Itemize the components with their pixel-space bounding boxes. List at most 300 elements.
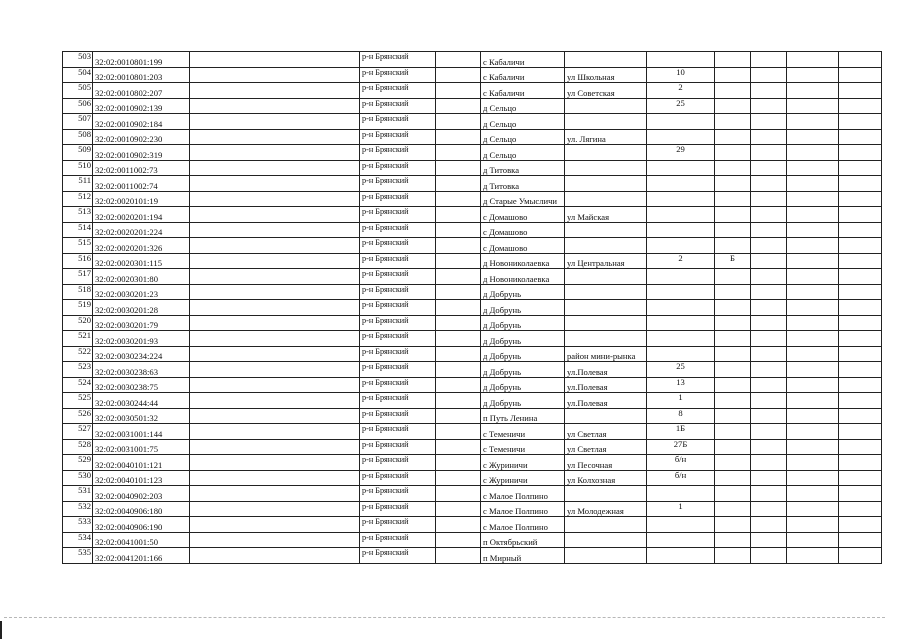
house-letter	[715, 238, 751, 254]
empty-cell	[787, 222, 839, 238]
cadastral-number: 32:02:0010802:207	[93, 83, 190, 99]
empty-cell	[751, 331, 787, 347]
house-number	[647, 284, 715, 300]
cadastral-number: 32:02:0020301:80	[93, 269, 190, 285]
row-number: 514	[63, 222, 93, 238]
empty-cell	[190, 517, 360, 533]
settlement: д Добрунь	[481, 362, 565, 378]
table-row	[63, 67, 882, 83]
settlement: д Добрунь	[481, 393, 565, 409]
house-letter	[715, 315, 751, 331]
cadastral-register-table	[62, 51, 882, 564]
empty-cell	[787, 129, 839, 145]
street	[565, 408, 647, 424]
cadastral-number: 32:02:0030238:63	[93, 362, 190, 378]
house-number	[647, 486, 715, 502]
house-number	[647, 191, 715, 207]
empty-cell	[839, 548, 882, 564]
empty-cell	[839, 145, 882, 161]
table-row	[63, 439, 882, 455]
district: р-н Брянский	[360, 176, 436, 192]
empty-cell	[751, 160, 787, 176]
empty-cell	[190, 470, 360, 486]
empty-cell	[787, 455, 839, 471]
row-number: 520	[63, 315, 93, 331]
house-number	[647, 176, 715, 192]
empty-cell	[839, 67, 882, 83]
empty-cell	[190, 439, 360, 455]
empty-cell	[839, 315, 882, 331]
table-row	[63, 331, 882, 347]
empty-cell	[190, 207, 360, 223]
house-letter	[715, 176, 751, 192]
cadastral-number: 32:02:0030201:93	[93, 331, 190, 347]
empty-cell	[787, 532, 839, 548]
house-letter	[715, 83, 751, 99]
street	[565, 331, 647, 347]
empty-cell	[436, 83, 481, 99]
empty-cell	[787, 67, 839, 83]
house-letter	[715, 439, 751, 455]
house-number: 29	[647, 145, 715, 161]
empty-cell	[751, 393, 787, 409]
empty-cell	[436, 362, 481, 378]
empty-cell	[436, 377, 481, 393]
empty-cell	[839, 486, 882, 502]
district: р-н Брянский	[360, 253, 436, 269]
empty-cell	[787, 331, 839, 347]
empty-cell	[839, 470, 882, 486]
empty-cell	[751, 284, 787, 300]
cadastral-number: 32:02:0040906:190	[93, 517, 190, 533]
empty-cell	[839, 517, 882, 533]
empty-cell	[436, 176, 481, 192]
empty-cell	[190, 160, 360, 176]
cadastral-number: 32:02:0030201:23	[93, 284, 190, 300]
row-number: 524	[63, 377, 93, 393]
district: р-н Брянский	[360, 160, 436, 176]
settlement: д Добрунь	[481, 346, 565, 362]
empty-cell	[787, 284, 839, 300]
empty-cell	[190, 176, 360, 192]
empty-cell	[190, 455, 360, 471]
district: р-н Брянский	[360, 455, 436, 471]
house-number: 1	[647, 393, 715, 409]
district: р-н Брянский	[360, 129, 436, 145]
empty-cell	[839, 284, 882, 300]
district: р-н Брянский	[360, 191, 436, 207]
house-letter	[715, 160, 751, 176]
house-number: б/н	[647, 470, 715, 486]
table-row	[63, 300, 882, 316]
street	[565, 98, 647, 114]
house-number	[647, 331, 715, 347]
empty-cell	[436, 253, 481, 269]
house-number	[647, 222, 715, 238]
empty-cell	[190, 114, 360, 130]
house-letter	[715, 300, 751, 316]
street: ул Молодежная	[565, 501, 647, 517]
table-body	[63, 52, 882, 564]
cadastral-number: 32:02:0031001:75	[93, 439, 190, 455]
empty-cell	[839, 83, 882, 99]
cadastral-number: 32:02:0030234:224	[93, 346, 190, 362]
empty-cell	[839, 222, 882, 238]
cadastral-number: 32:02:0030244:44	[93, 393, 190, 409]
house-number	[647, 300, 715, 316]
house-letter	[715, 362, 751, 378]
row-number: 518	[63, 284, 93, 300]
cadastral-number: 32:02:0031001:144	[93, 424, 190, 440]
house-number	[647, 114, 715, 130]
row-number: 522	[63, 346, 93, 362]
empty-cell	[751, 67, 787, 83]
house-number	[647, 548, 715, 564]
house-number: 1Б	[647, 424, 715, 440]
house-number	[647, 517, 715, 533]
house-letter	[715, 98, 751, 114]
empty-cell	[839, 269, 882, 285]
table-row	[63, 393, 882, 409]
empty-cell	[436, 114, 481, 130]
house-number	[647, 160, 715, 176]
settlement: д Добрунь	[481, 377, 565, 393]
house-letter: Б	[715, 253, 751, 269]
row-number: 509	[63, 145, 93, 161]
street	[565, 300, 647, 316]
street	[565, 222, 647, 238]
empty-cell	[436, 501, 481, 517]
house-letter	[715, 517, 751, 533]
street: ул Светлая	[565, 424, 647, 440]
empty-cell	[787, 362, 839, 378]
settlement: д Новониколаевка	[481, 269, 565, 285]
table-row	[63, 83, 882, 99]
empty-cell	[436, 455, 481, 471]
table-row	[63, 145, 882, 161]
empty-cell	[839, 408, 882, 424]
street	[565, 114, 647, 130]
empty-cell	[839, 253, 882, 269]
table-row	[63, 455, 882, 471]
empty-cell	[751, 408, 787, 424]
house-number: 10	[647, 67, 715, 83]
house-letter	[715, 269, 751, 285]
empty-cell	[839, 331, 882, 347]
row-number: 512	[63, 191, 93, 207]
empty-cell	[751, 222, 787, 238]
table-row	[63, 486, 882, 502]
empty-cell	[436, 67, 481, 83]
row-number: 517	[63, 269, 93, 285]
street: ул Колхозная	[565, 470, 647, 486]
settlement: с Теменичи	[481, 439, 565, 455]
row-number: 510	[63, 160, 93, 176]
empty-cell	[190, 315, 360, 331]
row-number: 505	[63, 83, 93, 99]
settlement: д Сельцо	[481, 129, 565, 145]
district: р-н Брянский	[360, 269, 436, 285]
empty-cell	[190, 532, 360, 548]
empty-cell	[190, 222, 360, 238]
house-letter	[715, 346, 751, 362]
empty-cell	[190, 393, 360, 409]
table-row	[63, 377, 882, 393]
table-row	[63, 548, 882, 564]
table-row	[63, 222, 882, 238]
row-number: 525	[63, 393, 93, 409]
house-number	[647, 129, 715, 145]
empty-cell	[190, 346, 360, 362]
house-number: 2	[647, 253, 715, 269]
district: р-н Брянский	[360, 393, 436, 409]
street: ул.Полевая	[565, 393, 647, 409]
house-letter	[715, 501, 751, 517]
house-number: б/н	[647, 455, 715, 471]
empty-cell	[839, 114, 882, 130]
empty-cell	[751, 238, 787, 254]
register-sheet	[62, 51, 847, 564]
empty-cell	[436, 548, 481, 564]
row-number: 530	[63, 470, 93, 486]
empty-cell	[436, 98, 481, 114]
empty-cell	[787, 377, 839, 393]
empty-cell	[751, 176, 787, 192]
table-row	[63, 424, 882, 440]
cadastral-number: 32:02:0010902:230	[93, 129, 190, 145]
empty-cell	[436, 191, 481, 207]
empty-cell	[787, 439, 839, 455]
empty-cell	[751, 548, 787, 564]
empty-cell	[751, 532, 787, 548]
row-number: 529	[63, 455, 93, 471]
district: р-н Брянский	[360, 501, 436, 517]
district: р-н Брянский	[360, 439, 436, 455]
empty-cell	[436, 408, 481, 424]
table-row	[63, 517, 882, 533]
house-letter	[715, 67, 751, 83]
street: ул Светлая	[565, 439, 647, 455]
street	[565, 176, 647, 192]
street: ул Центральная	[565, 253, 647, 269]
table-row	[63, 284, 882, 300]
empty-cell	[787, 98, 839, 114]
row-number: 516	[63, 253, 93, 269]
settlement: с Теменичи	[481, 424, 565, 440]
district: р-н Брянский	[360, 377, 436, 393]
house-letter	[715, 191, 751, 207]
empty-cell	[787, 83, 839, 99]
house-letter	[715, 408, 751, 424]
street	[565, 486, 647, 502]
settlement: с Домашово	[481, 238, 565, 254]
empty-cell	[787, 145, 839, 161]
district: р-н Брянский	[360, 424, 436, 440]
house-number	[647, 207, 715, 223]
empty-cell	[436, 238, 481, 254]
settlement: д Старые Умысличи	[481, 191, 565, 207]
table-row	[63, 346, 882, 362]
settlement: д Титовка	[481, 176, 565, 192]
street	[565, 238, 647, 254]
cadastral-number: 32:02:0040101:121	[93, 455, 190, 471]
row-number: 532	[63, 501, 93, 517]
settlement: д Сельцо	[481, 98, 565, 114]
empty-cell	[839, 129, 882, 145]
cadastral-number: 32:02:0010902:139	[93, 98, 190, 114]
house-letter	[715, 455, 751, 471]
empty-cell	[751, 486, 787, 502]
house-letter	[715, 532, 751, 548]
house-number	[647, 315, 715, 331]
empty-cell	[839, 300, 882, 316]
table-row	[63, 176, 882, 192]
row-number: 504	[63, 67, 93, 83]
table-row	[63, 191, 882, 207]
empty-cell	[436, 346, 481, 362]
district: р-н Брянский	[360, 486, 436, 502]
street	[565, 269, 647, 285]
empty-cell	[751, 424, 787, 440]
cadastral-number: 32:02:0030238:75	[93, 377, 190, 393]
street: ул.Полевая	[565, 377, 647, 393]
row-number: 515	[63, 238, 93, 254]
house-letter	[715, 470, 751, 486]
table-row	[63, 238, 882, 254]
cadastral-number: 32:02:0041201:166	[93, 548, 190, 564]
cadastral-number: 32:02:0020201:194	[93, 207, 190, 223]
empty-cell	[190, 377, 360, 393]
empty-cell	[436, 532, 481, 548]
table-row	[63, 114, 882, 130]
empty-cell	[839, 98, 882, 114]
street	[565, 315, 647, 331]
empty-cell	[751, 269, 787, 285]
empty-cell	[190, 67, 360, 83]
district: р-н Брянский	[360, 207, 436, 223]
settlement: п Мирный	[481, 548, 565, 564]
settlement: с Домашово	[481, 207, 565, 223]
house-number	[647, 52, 715, 68]
empty-cell	[751, 114, 787, 130]
settlement: с Малое Полпино	[481, 501, 565, 517]
empty-cell	[787, 346, 839, 362]
empty-cell	[436, 439, 481, 455]
cadastral-number: 32:02:0010902:319	[93, 145, 190, 161]
empty-cell	[751, 517, 787, 533]
scan-edge	[0, 617, 905, 640]
cadastral-number: 32:02:0011002:73	[93, 160, 190, 176]
row-number: 521	[63, 331, 93, 347]
empty-cell	[436, 331, 481, 347]
empty-cell	[787, 238, 839, 254]
empty-cell	[190, 52, 360, 68]
empty-cell	[190, 145, 360, 161]
street	[565, 52, 647, 68]
house-number	[647, 238, 715, 254]
street: ул. Лягина	[565, 129, 647, 145]
street	[565, 160, 647, 176]
empty-cell	[190, 362, 360, 378]
empty-cell	[787, 207, 839, 223]
scan-artifact-mark	[0, 621, 2, 639]
empty-cell	[751, 362, 787, 378]
cadastral-number: 32:02:0030201:79	[93, 315, 190, 331]
settlement: с Кабаличи	[481, 83, 565, 99]
empty-cell	[751, 501, 787, 517]
district: р-н Брянский	[360, 532, 436, 548]
empty-cell	[436, 517, 481, 533]
row-number: 526	[63, 408, 93, 424]
house-number: 27Б	[647, 439, 715, 455]
row-number: 528	[63, 439, 93, 455]
house-letter	[715, 145, 751, 161]
empty-cell	[787, 424, 839, 440]
row-number: 534	[63, 532, 93, 548]
settlement: с Малое Полпино	[481, 486, 565, 502]
empty-cell	[436, 300, 481, 316]
empty-cell	[190, 191, 360, 207]
empty-cell	[839, 362, 882, 378]
empty-cell	[751, 191, 787, 207]
house-number	[647, 269, 715, 285]
table-row	[63, 160, 882, 176]
street	[565, 145, 647, 161]
empty-cell	[436, 315, 481, 331]
empty-cell	[751, 52, 787, 68]
house-letter	[715, 331, 751, 347]
cadastral-number: 32:02:0010801:203	[93, 67, 190, 83]
scan-artifact-line	[4, 617, 885, 618]
house-letter	[715, 424, 751, 440]
cadastral-number: 32:02:0011002:74	[93, 176, 190, 192]
district: р-н Брянский	[360, 408, 436, 424]
empty-cell	[787, 486, 839, 502]
district: р-н Брянский	[360, 548, 436, 564]
empty-cell	[839, 532, 882, 548]
row-number: 508	[63, 129, 93, 145]
empty-cell	[839, 52, 882, 68]
house-number: 8	[647, 408, 715, 424]
table-row	[63, 408, 882, 424]
empty-cell	[436, 207, 481, 223]
cadastral-number: 32:02:0020201:224	[93, 222, 190, 238]
district: р-н Брянский	[360, 346, 436, 362]
empty-cell	[787, 315, 839, 331]
empty-cell	[751, 470, 787, 486]
empty-cell	[839, 346, 882, 362]
house-letter	[715, 377, 751, 393]
street	[565, 284, 647, 300]
settlement: д Добрунь	[481, 315, 565, 331]
empty-cell	[190, 269, 360, 285]
house-number	[647, 532, 715, 548]
empty-cell	[436, 160, 481, 176]
settlement: с Домашово	[481, 222, 565, 238]
empty-cell	[751, 377, 787, 393]
district: р-н Брянский	[360, 52, 436, 68]
empty-cell	[787, 160, 839, 176]
empty-cell	[436, 145, 481, 161]
settlement: д Сельцо	[481, 145, 565, 161]
empty-cell	[751, 315, 787, 331]
empty-cell	[751, 98, 787, 114]
empty-cell	[751, 346, 787, 362]
empty-cell	[787, 253, 839, 269]
empty-cell	[787, 300, 839, 316]
settlement: с Кабаличи	[481, 52, 565, 68]
house-number	[647, 346, 715, 362]
